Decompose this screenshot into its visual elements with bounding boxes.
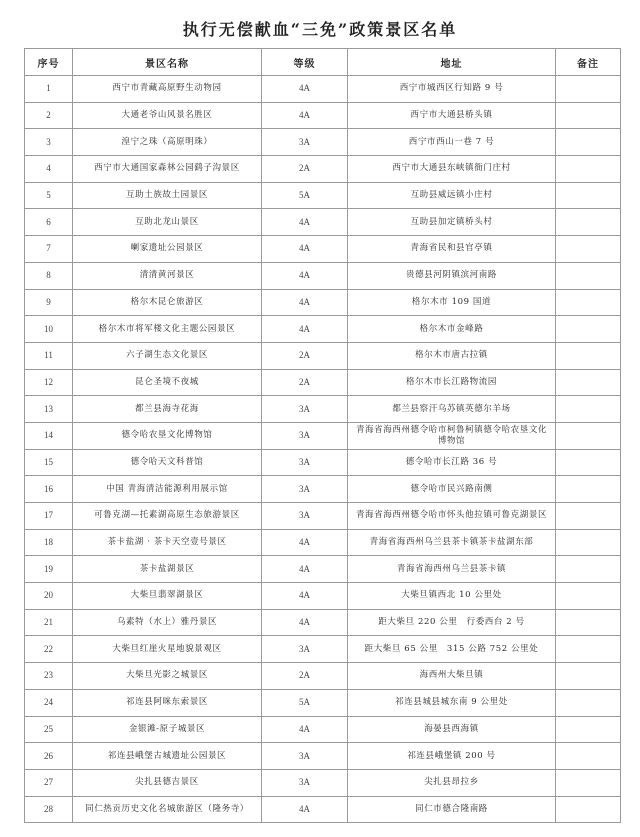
cell-name: 中国 青海清洁能源利用展示馆 <box>73 476 262 503</box>
cell-name: 都兰县海寺花海 <box>73 396 262 423</box>
cell-remark <box>556 316 621 343</box>
cell-level: 3A <box>262 449 348 476</box>
cell-address: 互助县威远镇小庄村 <box>348 182 556 209</box>
cell-remark <box>556 289 621 316</box>
header-index: 序号 <box>25 49 73 76</box>
cell-address: 互助县加定镇桥头村 <box>348 209 556 236</box>
header-name: 景区名称 <box>73 49 262 76</box>
cell-index: 16 <box>25 476 73 503</box>
table-row <box>25 316 621 343</box>
table-row <box>25 156 621 183</box>
cell-name: 大柴旦红崖火星地貌景观区 <box>73 636 262 663</box>
cell-name: 大通老爷山风景名胜区 <box>73 102 262 129</box>
cell-name: 西宁市青藏高原野生动物园 <box>73 76 262 103</box>
cell-level: 4A <box>262 583 348 610</box>
cell-remark <box>556 689 621 716</box>
cell-index: 25 <box>25 716 73 743</box>
cell-address: 祁连县峨堡镇 200 号 <box>348 743 556 770</box>
header-level: 等级 <box>262 49 348 76</box>
table-row <box>25 342 621 369</box>
cell-address: 德令哈市民兴路南侧 <box>348 476 556 503</box>
table-row <box>25 716 621 743</box>
table-row <box>25 769 621 796</box>
cell-level: 4A <box>262 556 348 583</box>
cell-index: 24 <box>25 689 73 716</box>
cell-index: 21 <box>25 609 73 636</box>
cell-remark <box>556 369 621 396</box>
cell-level: 4A <box>262 76 348 103</box>
cell-name: 喇家遗址公园景区 <box>73 236 262 263</box>
cell-level: 2A <box>262 342 348 369</box>
table-row <box>25 583 621 610</box>
cell-level: 3A <box>262 503 348 530</box>
cell-name: 大柴旦翡翠湖景区 <box>73 583 262 610</box>
cell-index: 2 <box>25 102 73 129</box>
table-row <box>25 129 621 156</box>
cell-address: 西宁市大通县东峡镇衙门庄村 <box>348 156 556 183</box>
cell-level: 4A <box>262 236 348 263</box>
table-row <box>25 422 621 449</box>
cell-remark <box>556 503 621 530</box>
cell-name: 西宁市大通国家森林公园鹞子沟景区 <box>73 156 262 183</box>
header-address: 地址 <box>348 49 556 76</box>
cell-level: 2A <box>262 156 348 183</box>
cell-level: 3A <box>262 396 348 423</box>
cell-level: 3A <box>262 476 348 503</box>
cell-remark <box>556 102 621 129</box>
cell-name: 可鲁克湖—托素湖高原生态旅游景区 <box>73 503 262 530</box>
cell-index: 12 <box>25 369 73 396</box>
cell-address: 青海省海西州乌兰县茶卡镇 <box>348 556 556 583</box>
cell-remark <box>556 129 621 156</box>
cell-address: 青海省海西州德令哈市怀头他拉镇可鲁克湖景区 <box>348 503 556 530</box>
cell-name: 德令哈农垦文化博物馆 <box>73 422 262 449</box>
cell-index: 23 <box>25 663 73 690</box>
cell-address: 距大柴旦 65 公里 315 公路 752 公里处 <box>348 636 556 663</box>
table-row <box>25 476 621 503</box>
table-row <box>25 609 621 636</box>
cell-address: 海晏县西海镇 <box>348 716 556 743</box>
scenic-area-table <box>24 48 621 823</box>
cell-index: 9 <box>25 289 73 316</box>
table-row <box>25 182 621 209</box>
cell-remark <box>556 663 621 690</box>
cell-name: 金银滩-原子城景区 <box>73 716 262 743</box>
cell-remark <box>556 262 621 289</box>
cell-name: 同仁热贡历史文化名城旅游区（隆务寺） <box>73 796 262 823</box>
cell-level: 4A <box>262 209 348 236</box>
cell-name: 互助土族故土园景区 <box>73 182 262 209</box>
cell-level: 3A <box>262 743 348 770</box>
cell-index: 6 <box>25 209 73 236</box>
cell-remark <box>556 449 621 476</box>
cell-address: 格尔木市 109 国道 <box>348 289 556 316</box>
cell-address: 西宁市西山一巷 7 号 <box>348 129 556 156</box>
cell-name: 祁连县阿咪东索景区 <box>73 689 262 716</box>
cell-remark <box>556 556 621 583</box>
cell-name: 格尔木昆仑旅游区 <box>73 289 262 316</box>
cell-index: 8 <box>25 262 73 289</box>
cell-address: 格尔木市唐古拉镇 <box>348 342 556 369</box>
table-row <box>25 689 621 716</box>
cell-name: 乌素特（水上）雅丹景区 <box>73 609 262 636</box>
cell-index: 4 <box>25 156 73 183</box>
cell-index: 20 <box>25 583 73 610</box>
cell-remark <box>556 342 621 369</box>
cell-level: 4A <box>262 289 348 316</box>
cell-remark <box>556 182 621 209</box>
cell-level: 4A <box>262 716 348 743</box>
cell-remark <box>556 769 621 796</box>
cell-address: 都兰县察汗乌苏镇英德尔羊场 <box>348 396 556 423</box>
cell-remark <box>556 743 621 770</box>
cell-address: 青海省民和县官亭镇 <box>348 236 556 263</box>
table-row <box>25 529 621 556</box>
cell-level: 3A <box>262 129 348 156</box>
cell-level: 2A <box>262 663 348 690</box>
cell-address: 贵德县河阴镇滨河南路 <box>348 262 556 289</box>
cell-level: 3A <box>262 422 348 449</box>
cell-index: 27 <box>25 769 73 796</box>
cell-remark <box>556 716 621 743</box>
cell-level: 4A <box>262 102 348 129</box>
cell-level: 5A <box>262 182 348 209</box>
cell-address: 同仁市德合隆南路 <box>348 796 556 823</box>
cell-address: 青海省海西州德令哈市柯鲁柯镇德令哈农垦文化博物馆 <box>348 422 556 449</box>
table-row <box>25 396 621 423</box>
cell-address: 距大柴旦 220 公里 行委西台 2 号 <box>348 609 556 636</box>
cell-index: 11 <box>25 342 73 369</box>
cell-remark <box>556 156 621 183</box>
cell-level: 4A <box>262 262 348 289</box>
cell-address: 尖扎县昂拉乡 <box>348 769 556 796</box>
cell-index: 1 <box>25 76 73 103</box>
cell-address: 大柴旦镇西北 10 公里处 <box>348 583 556 610</box>
table-row <box>25 449 621 476</box>
table-row <box>25 262 621 289</box>
cell-remark <box>556 209 621 236</box>
cell-remark <box>556 396 621 423</box>
cell-index: 26 <box>25 743 73 770</box>
table-row <box>25 636 621 663</box>
cell-index: 10 <box>25 316 73 343</box>
document-title: 执行无偿献血“三免”政策景区名单 <box>182 20 458 39</box>
cell-index: 14 <box>25 422 73 449</box>
cell-remark <box>556 422 621 449</box>
table-row <box>25 556 621 583</box>
cell-level: 2A <box>262 369 348 396</box>
cell-name: 格尔木市将军楼文化主题公园景区 <box>73 316 262 343</box>
cell-address: 青海省海西州乌兰县茶卡镇茶卡盐湖东部 <box>348 529 556 556</box>
cell-index: 19 <box>25 556 73 583</box>
cell-index: 13 <box>25 396 73 423</box>
cell-name: 昆仑圣境不夜城 <box>73 369 262 396</box>
cell-name: 祁连县峨堡古城遗址公园景区 <box>73 743 262 770</box>
cell-index: 15 <box>25 449 73 476</box>
cell-level: 3A <box>262 769 348 796</box>
cell-remark <box>556 636 621 663</box>
cell-address: 格尔木市金峰路 <box>348 316 556 343</box>
table-row <box>25 236 621 263</box>
cell-name: 茶卡盐湖 · 茶卡天空壹号景区 <box>73 529 262 556</box>
cell-level: 4A <box>262 796 348 823</box>
cell-index: 5 <box>25 182 73 209</box>
cell-index: 22 <box>25 636 73 663</box>
table-row <box>25 209 621 236</box>
cell-address: 德令哈市长江路 36 号 <box>348 449 556 476</box>
table-header-row <box>25 49 621 76</box>
cell-level: 3A <box>262 636 348 663</box>
cell-name: 清清黄河景区 <box>73 262 262 289</box>
cell-index: 7 <box>25 236 73 263</box>
table-row <box>25 663 621 690</box>
table-row <box>25 369 621 396</box>
cell-name: 六子湖生态文化景区 <box>73 342 262 369</box>
cell-address: 海西州大柴旦镇 <box>348 663 556 690</box>
table-row <box>25 289 621 316</box>
cell-address: 祁连县城县城东南 9 公里处 <box>348 689 556 716</box>
cell-remark <box>556 236 621 263</box>
cell-index: 28 <box>25 796 73 823</box>
table-row <box>25 796 621 823</box>
cell-address: 西宁市城西区行知路 9 号 <box>348 76 556 103</box>
cell-remark <box>556 796 621 823</box>
cell-index: 3 <box>25 129 73 156</box>
cell-remark <box>556 583 621 610</box>
cell-remark <box>556 529 621 556</box>
cell-remark <box>556 76 621 103</box>
table-row <box>25 503 621 530</box>
cell-level: 4A <box>262 316 348 343</box>
table-body <box>25 76 621 823</box>
table-row <box>25 743 621 770</box>
cell-index: 18 <box>25 529 73 556</box>
table-row <box>25 76 621 103</box>
cell-level: 4A <box>262 529 348 556</box>
cell-level: 5A <box>262 689 348 716</box>
cell-level: 4A <box>262 609 348 636</box>
cell-name: 尖扎县德吉景区 <box>73 769 262 796</box>
cell-name: 大柴旦光影之城景区 <box>73 663 262 690</box>
cell-address: 格尔木市长江路物流园 <box>348 369 556 396</box>
header-remark: 备注 <box>556 49 621 76</box>
cell-remark <box>556 609 621 636</box>
cell-address: 西宁市大通县桥头镇 <box>348 102 556 129</box>
cell-name: 茶卡盐湖景区 <box>73 556 262 583</box>
cell-name: 德令哈天文科普馆 <box>73 449 262 476</box>
cell-remark <box>556 476 621 503</box>
table-row <box>25 102 621 129</box>
cell-index: 17 <box>25 503 73 530</box>
cell-name: 互助北龙山景区 <box>73 209 262 236</box>
cell-name: 湟宁之珠（高原明珠） <box>73 129 262 156</box>
